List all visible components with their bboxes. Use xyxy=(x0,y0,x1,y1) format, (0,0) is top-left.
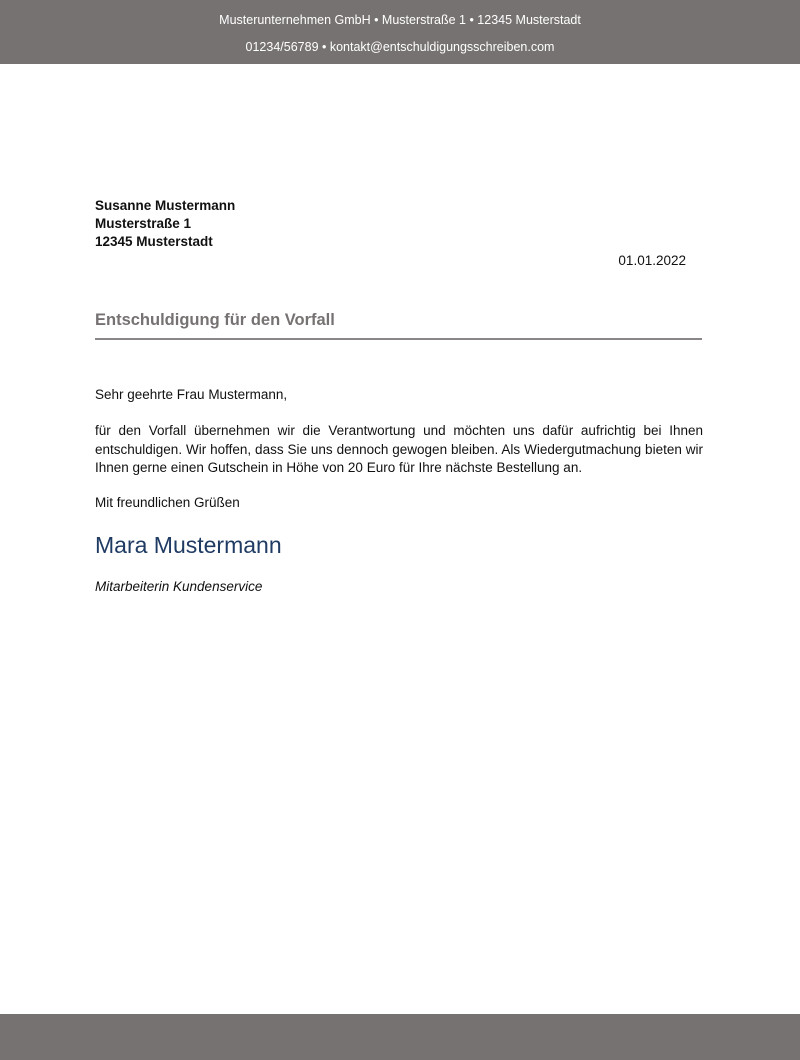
recipient-name: Susanne Mustermann xyxy=(95,198,236,213)
signature-name: Mara Mustermann xyxy=(95,532,282,558)
closing-phrase: Mit freundlichen Grüßen xyxy=(95,495,240,510)
recipient-address-block xyxy=(95,197,235,251)
letter-subject: Entschuldigung für den Vorfall xyxy=(95,311,335,329)
footer-bar xyxy=(0,1014,800,1060)
recipient-street: Musterstraße 1 xyxy=(95,216,192,231)
letter-body: für den Vorfall übernehmen wir die Verantwortung und möchten uns dafür aufrichtig bei Ihnen entschuldigen. Wir hoffen, dass Sie uns dennoch gewogen bleiben. Als Wiedergutmachung bieten wir Ihnen gerne einen Gutschein in Höhe von 20 Euro für Ihre nächste Bestellung an. xyxy=(95,423,703,475)
subject-divider xyxy=(95,338,702,340)
company-contact-line: 01234/56789 • kontakt@entschuldigungsschreiben.com xyxy=(245,40,555,54)
recipient-city: 12345 Musterstadt xyxy=(95,234,213,249)
signer-role: Mitarbeiterin Kundenservice xyxy=(95,579,263,594)
company-address-line: Musterunternehmen GmbH • Musterstraße 1 • 12345 Musterstadt xyxy=(219,13,581,27)
salutation: Sehr geehrte Frau Mustermann, xyxy=(95,387,288,402)
letter-date: 01.01.2022 xyxy=(618,253,686,268)
letterhead-bar xyxy=(0,0,800,64)
